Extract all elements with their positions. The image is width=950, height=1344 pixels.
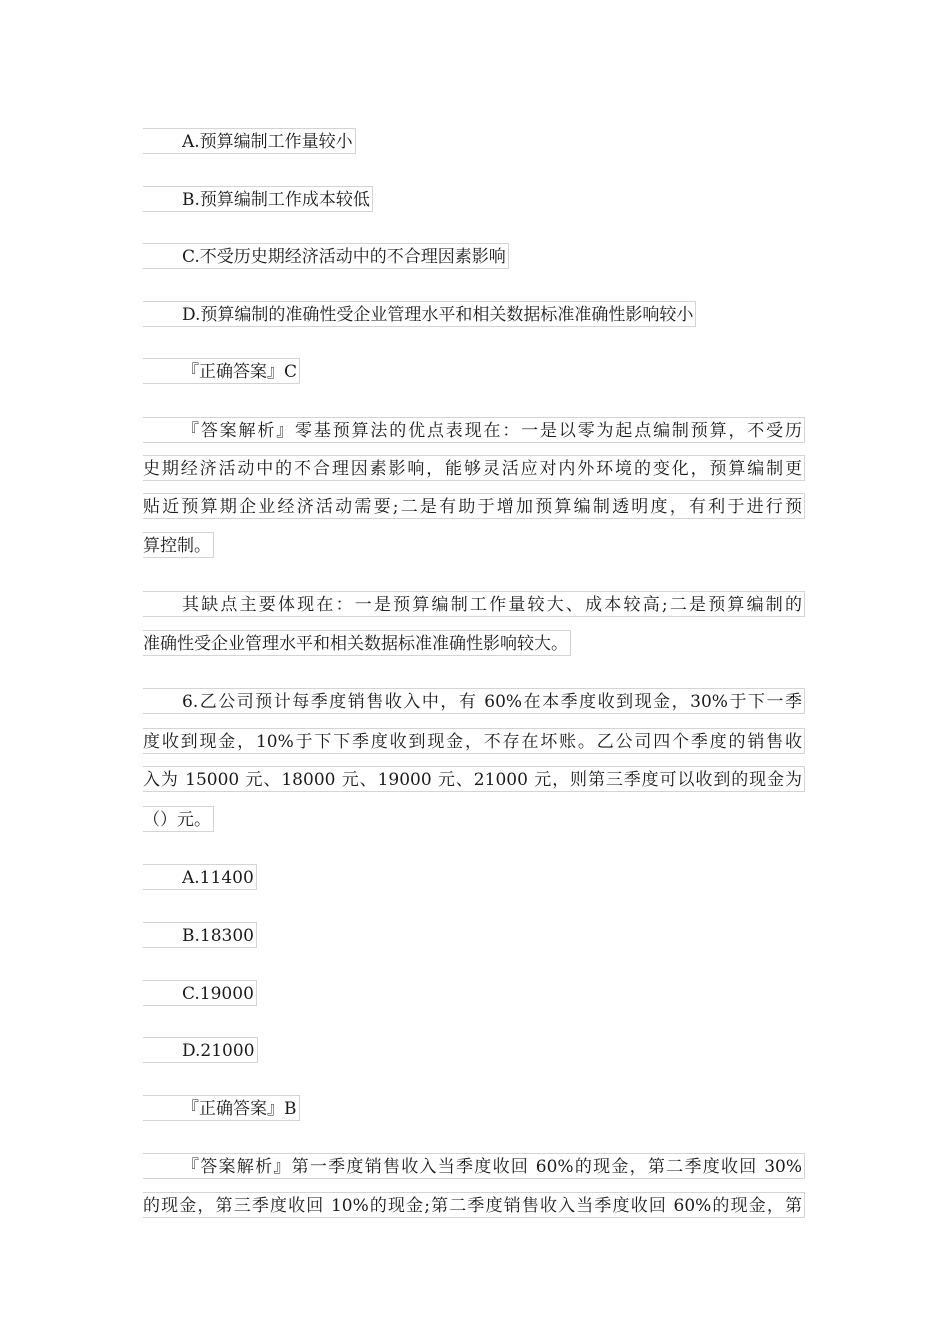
q5-analysis-line: 『答案解析』零基预算法的优点表现在：一是以零为起点编制预算，不受历 — [143, 417, 805, 443]
q6-option-c: C.19000 — [143, 980, 257, 1006]
q6-option-d: D.21000 — [143, 1037, 258, 1063]
q5-analysis-line: 史期经济活动中的不合理因素影响，能够灵活应对内外环境的变化，预算编制更 — [143, 455, 805, 481]
q6-question-line: （）元。 — [143, 806, 214, 832]
q6-question-line: 入为 15000 元、18000 元、19000 元、21000 元，则第三季度可以收到的现金为 — [143, 766, 805, 792]
q5-option-a: A.预算编制工作量较小 — [143, 128, 356, 154]
q5-weakness-line: 准确性受企业管理水平和相关数据标准准确性影响较大。 — [143, 630, 571, 656]
q6-option-a: A.11400 — [143, 864, 257, 890]
q5-option-b: B.预算编制工作成本较低 — [143, 186, 373, 212]
q5-correct-answer: 『正确答案』C — [143, 358, 300, 384]
q5-weakness-line: 其缺点主要体现在：一是预算编制工作量较大、成本较高;二是预算编制的 — [143, 591, 805, 617]
q6-question-line: 6.乙公司预计每季度销售收入中，有 60%在本季度收到现金，30%于下一季 — [143, 688, 805, 714]
q6-analysis-line: 『答案解析』第一季度销售收入当季度收回 60%的现金，第二季度收回 30% — [143, 1153, 805, 1179]
q5-option-c: C.不受历史期经济活动中的不合理因素影响 — [143, 243, 509, 269]
q5-analysis-line: 算控制。 — [143, 532, 214, 558]
q6-correct-answer: 『正确答案』B — [143, 1095, 300, 1121]
q6-analysis-line: 的现金，第三季度收回 10%的现金;第二季度销售收入当季度收回 60%的现金，第 — [143, 1192, 805, 1218]
q5-option-d: D.预算编制的准确性受企业管理水平和相关数据标准准确性影响较小 — [143, 301, 696, 327]
q6-question-line: 度收到现金，10%于下下季度收到现金，不存在坏账。乙公司四个季度的销售收 — [143, 728, 805, 754]
q6-option-b: B.18300 — [143, 922, 257, 948]
q5-analysis-line: 贴近预算期企业经济活动需要;二是有助于增加预算编制透明度，有利于进行预 — [143, 493, 805, 519]
